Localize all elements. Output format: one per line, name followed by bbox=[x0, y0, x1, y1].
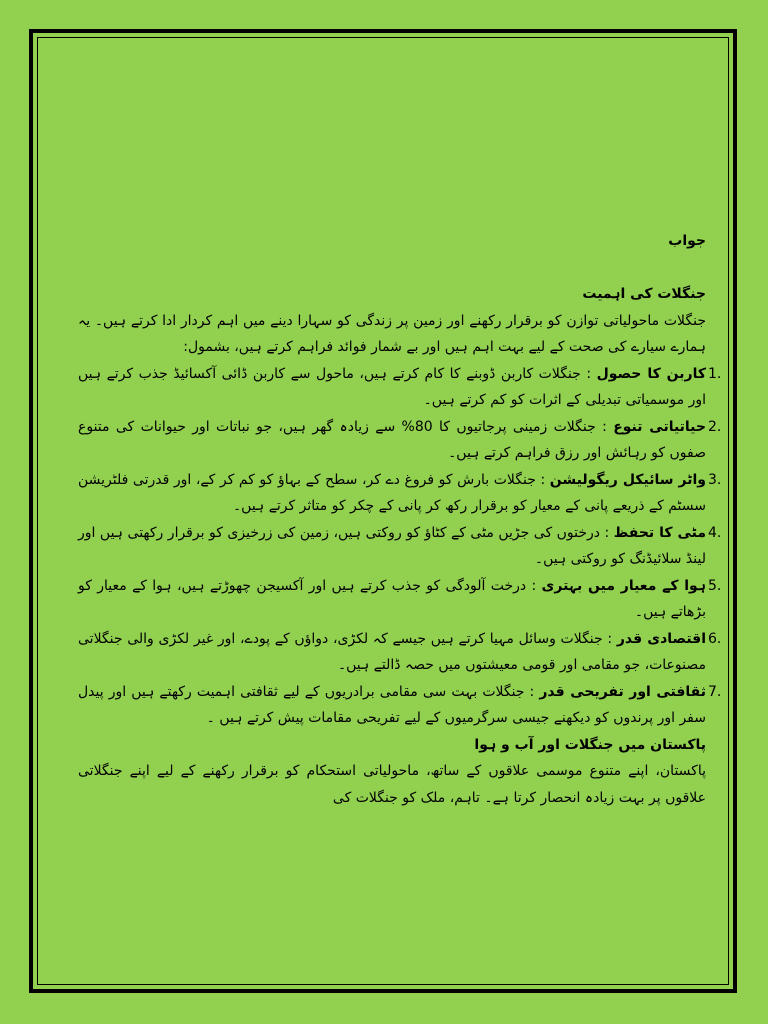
list-item bbox=[78, 573, 722, 626]
list-item-term: ہوا کے معیار میں بہتری bbox=[541, 577, 707, 594]
list-item-text: : درخت آلودگی کو جذب کرتے ہیں اور آکسیجن چھوڑتے ہیں، ہوا کے معیار کو بڑھاتے ہیں۔ bbox=[78, 577, 706, 620]
list-item bbox=[78, 520, 722, 573]
list-item-text: : جنگلات کاربن ڈوبنے کا کام کرتے ہیں، ماحول سے کاربن ڈائی آکسائیڈ جذب کرتے ہیں اور موسمیاتی تبدیلی کے اثرات کو کم کرتے ہیں۔ bbox=[78, 365, 706, 408]
list-item bbox=[78, 626, 722, 679]
list-item bbox=[78, 361, 722, 414]
intro-paragraph: جنگلات ماحولیاتی توازن کو برقرار رکھنے اور زمین پر زندگی کو سہارا دینے میں اہم کردار ادا کرتے ہیں۔ یہ ہمارے سیارے کی صحت کے لیے بہت اہم ہیں اور بے شمار فوائد فراہم کرتے ہیں، بشمول: bbox=[78, 312, 706, 355]
pakistan-paragraph: پاکستان، اپنے متنوع موسمی علاقوں کے ساتھ، ماحولیاتی استحکام کو برقرار رکھنے کے لیے اپنے جنگلاتی علاقوں پر بہت زیادہ انحصار کرتا ہے۔ تاہم، ملک کو جنگلات کی bbox=[78, 763, 706, 806]
section-title-pakistan-forests: پاکستان میں جنگلات اور آب و ہوا bbox=[474, 736, 706, 753]
list-item-text: : درختوں کی جڑیں مٹی کے کٹاؤ کو روکتی ہیں، زمین کی زرخیزی کو برقرار رکھتی ہیں اور لینڈ سلائیڈنگ کو روکتی ہیں۔ bbox=[78, 524, 706, 567]
section-title-forest-importance: جنگلات کی اہمیت bbox=[582, 286, 706, 302]
list-number: 4. bbox=[708, 524, 722, 541]
list-number: 1. bbox=[708, 365, 722, 382]
list-item-text: : جنگلات بارش کو فروغ دے کر، سطح کے بہاؤ کو کم کر کے، اور قدرتی فلٹریشن سسٹم کے ذریعے پانی کے معیار کو برقرار رکھ کر پانی کے چکر کو متاثر کرتے ہیں۔ bbox=[78, 471, 706, 514]
list-item-text: : جنگلات وسائل مہیا کرتے ہیں جیسے کہ لکڑی، دواؤں کے پودے، اور غیر لکڑی والی جنگلاتی مصنوعات، جو مقامی اور قومی معیشتوں میں حصہ ڈالتے ہیں۔ bbox=[78, 630, 706, 673]
list-item-term: واٹر سائیکل ریگولیشن bbox=[549, 471, 706, 488]
benefits-list bbox=[78, 361, 722, 732]
list-number: 3. bbox=[708, 471, 722, 488]
list-item-term: حیاتیاتی تنوع bbox=[613, 418, 706, 435]
list-item-text: : جنگلات بہت سی مقامی برادریوں کے لیے ثقافتی اہمیت رکھتے ہیں اور پیدل سفر اور پرندوں کو دیکھنے جیسی سرگرمیوں کے لیے تفریحی مقامات پیش کرتے ہیں ۔ bbox=[78, 683, 706, 726]
blank-line bbox=[78, 255, 706, 282]
list-item bbox=[78, 467, 722, 520]
list-item-term: ثقافتی اور تفریحی قدر bbox=[539, 683, 706, 700]
list-number: 6. bbox=[708, 630, 722, 647]
list-item bbox=[78, 679, 722, 732]
list-number: 7. bbox=[708, 683, 722, 700]
answer-label: جواب bbox=[668, 233, 706, 249]
list-number: 2. bbox=[708, 418, 722, 435]
list-item-term: کاربن کا حصول bbox=[596, 365, 706, 382]
list-item-term: اقتصادی قدر bbox=[616, 630, 706, 647]
document-body bbox=[78, 228, 722, 811]
list-item-text: : جنگلات زمینی پرجاتیوں کا 80% سے زیادہ گھر ہیں، جو نباتات اور حیوانات کی متنوع صفوں کو رہائش اور رزق فراہم کرتے ہیں۔ bbox=[78, 418, 706, 461]
list-number: 5. bbox=[708, 577, 722, 594]
list-item-term: مٹی کا تحفظ bbox=[613, 524, 706, 541]
list-item bbox=[78, 414, 722, 467]
